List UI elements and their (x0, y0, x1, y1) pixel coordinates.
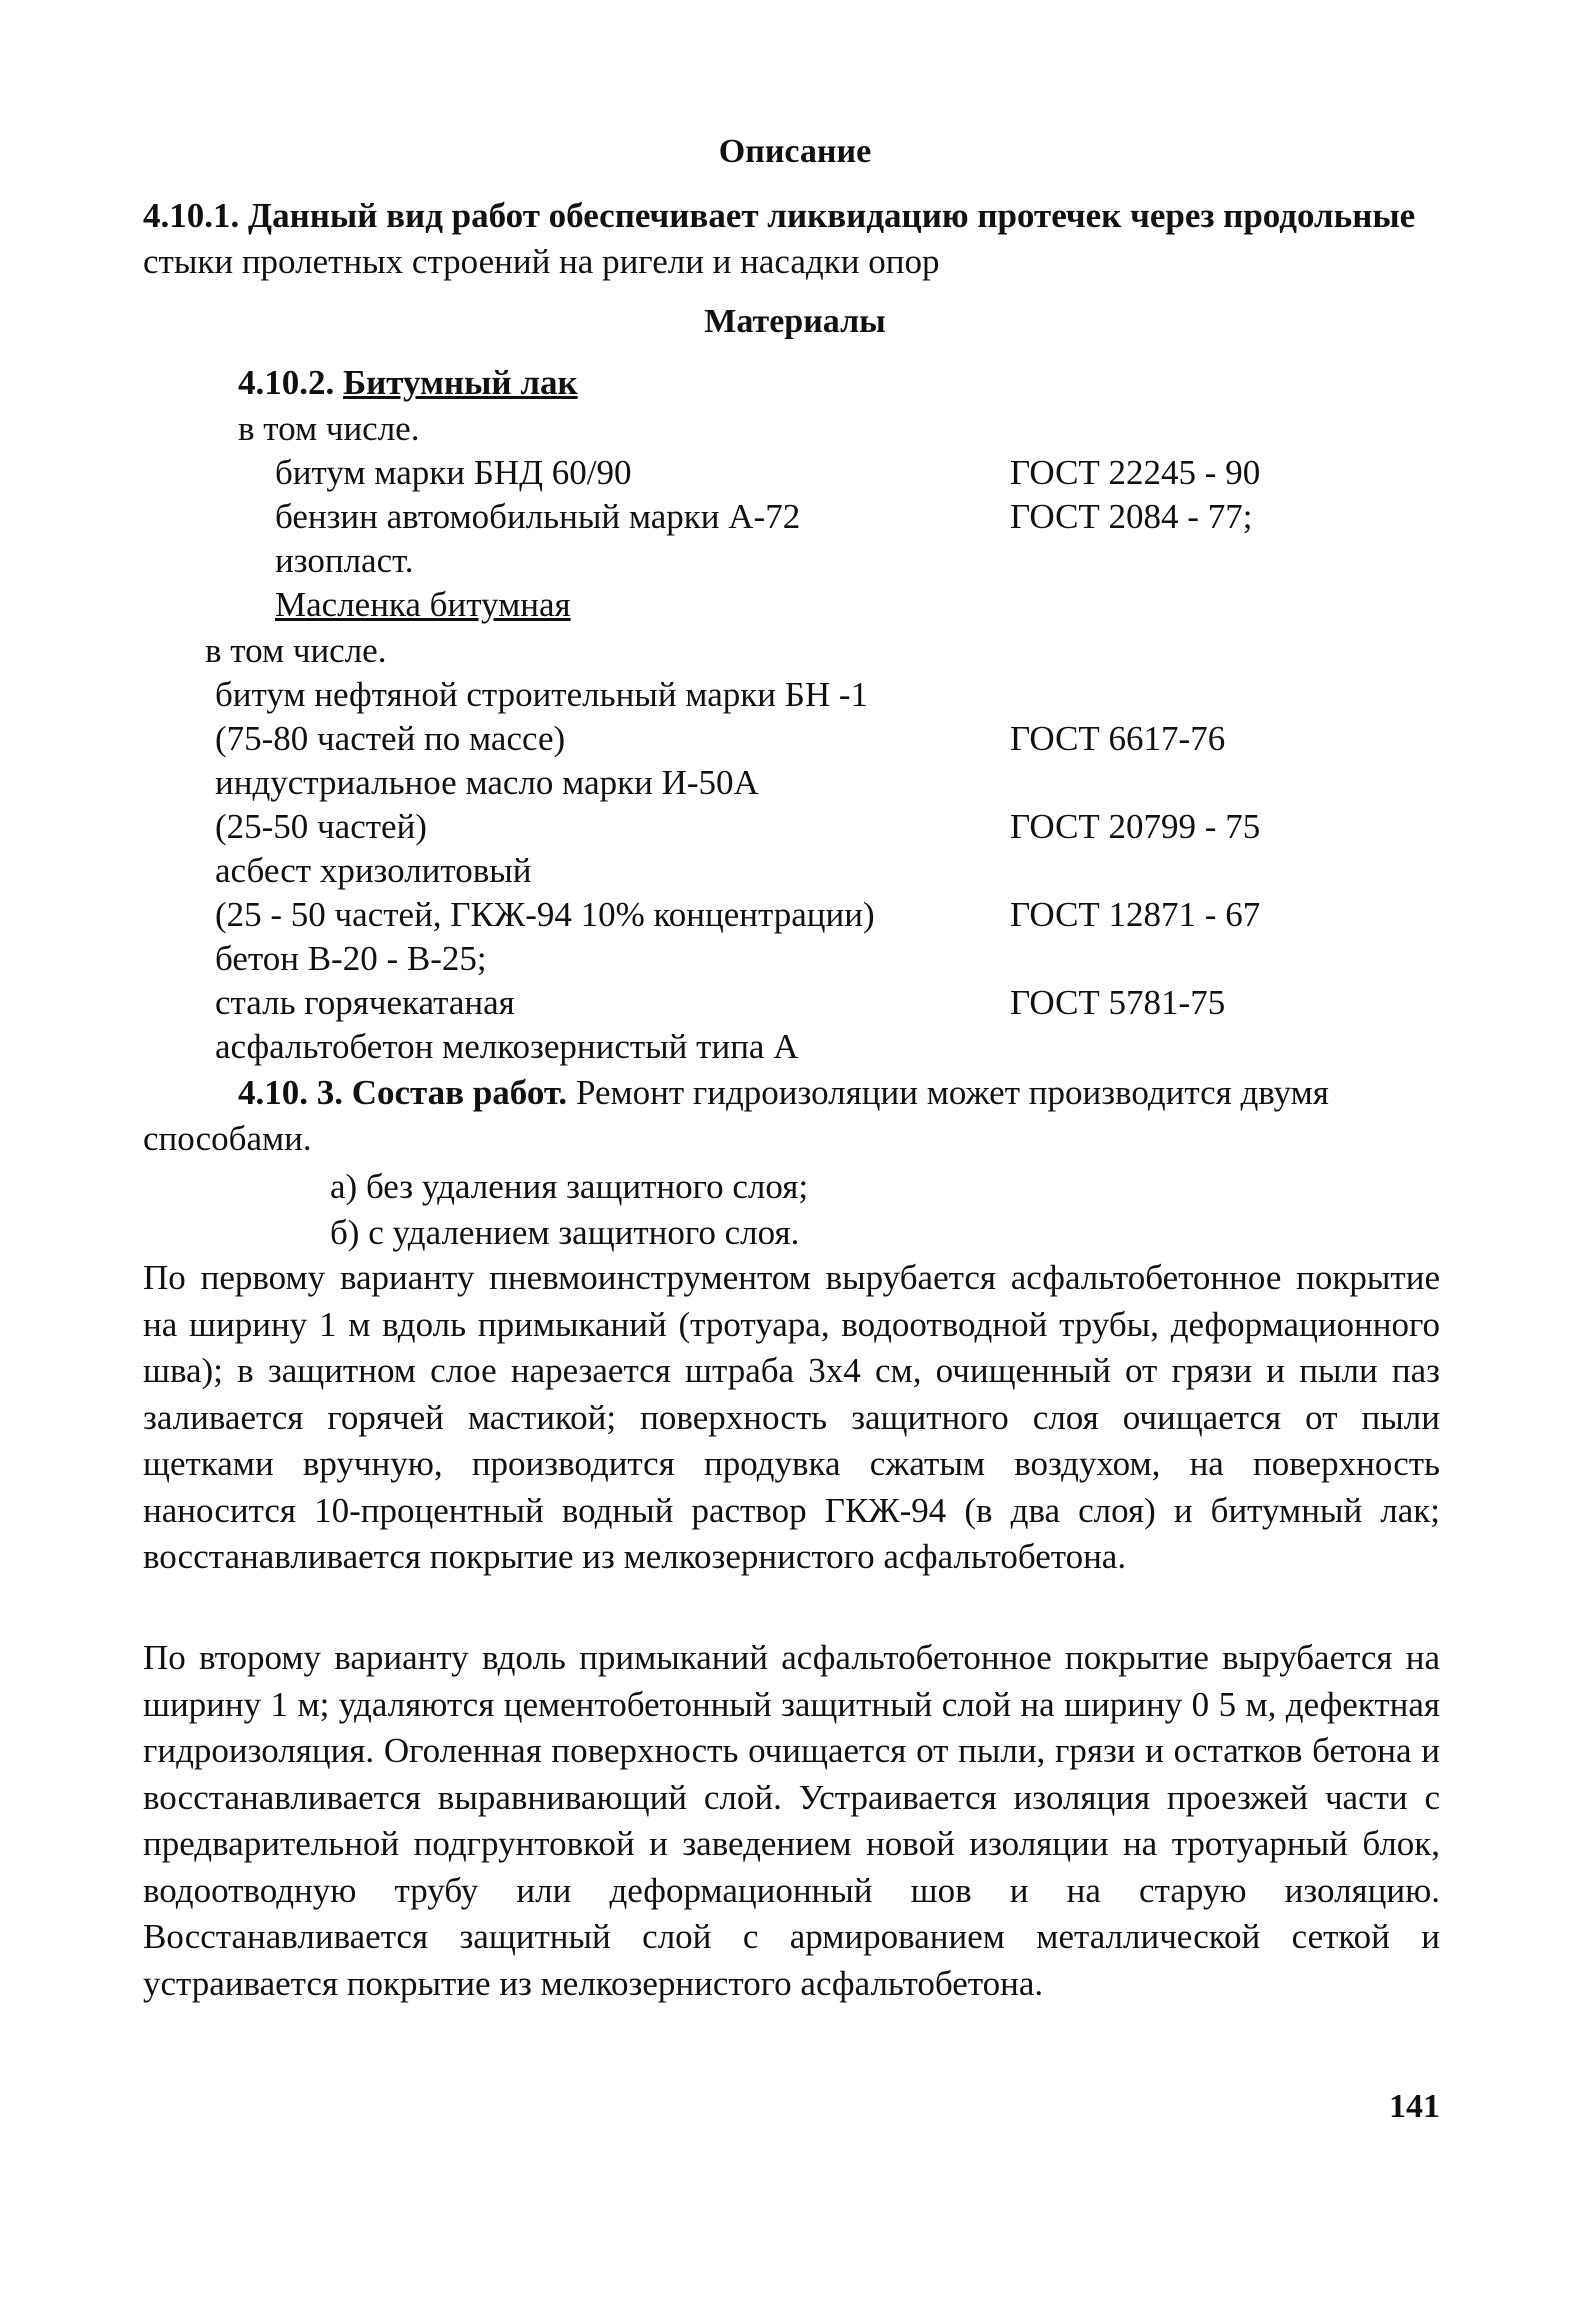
heading-materials: Материалы (704, 303, 886, 340)
materials-item-number: 4.10.2. (238, 363, 335, 402)
paragraph-first-variant: По первому варианту пневмоинструментом вырубается асфальтобетонное покрытие на ширину 1 м вдоль примыканий (тротуара, водоотводной трубы, деформационного шва); в защитном слое нарезается штраба 3х4 см, очищенный от грязи и пыли паз заливается горячей мастикой; поверхность защитного слоя очищается от пыли щетками вручную, производится продувка сжатым воздухом, на поверхность наносится 10-процентный водный раствор ГКЖ-94 (в два слоя) и битумный лак; восстанавливается покрытие из мелкозернистого асфальтобетона. (143, 1258, 1440, 1576)
option-b: б) с удалением защитного слоя. (330, 1213, 800, 1252)
works-line-1-rest: Ремонт гидроизоляции может производится двумя (575, 1073, 1329, 1112)
material-row-12-name: асфальтобетон мелкозернистый типа А (215, 1027, 799, 1066)
material-row-10-name: бетон В-20 - В-25; (215, 939, 487, 978)
material-row-4-name: битум нефтяной строительный марки БН -1 (215, 675, 869, 714)
material-row-6-name: индустриальное масло марки И-50А (215, 763, 759, 802)
material-row-2-name: бензин автомобильный марки А-72 (275, 497, 801, 536)
material-row-11-name: сталь горячекатаная (215, 983, 515, 1022)
material-row-11-gost: ГОСТ 5781-75 (1010, 983, 1226, 1022)
material-row-1-name: битум марки БНД 60/90 (275, 453, 632, 492)
material-row-1-gost: ГОСТ 22245 - 90 (1010, 453, 1261, 492)
bitumen-lacquer-title: Битумный лак (343, 363, 578, 402)
option-a: а) без удаления защитного слоя; (330, 1167, 809, 1206)
works-heading-line (238, 1070, 1329, 1116)
heading-description: Описание (718, 133, 872, 170)
materials-item-heading (238, 360, 578, 406)
material-row-7-gost: ГОСТ 20799 - 75 (1010, 807, 1261, 846)
material-row-9-name: (25 - 50 частей, ГКЖ-94 10% концентрации) (215, 895, 875, 934)
page-number: 141 (1389, 2088, 1440, 2125)
material-row-9-gost: ГОСТ 12871 - 67 (1010, 895, 1261, 934)
material-row-7-name: (25-50 частей) (215, 807, 427, 846)
material-row-8-name: асбест хризолитовый (215, 851, 532, 890)
works-title: Состав работ. (351, 1073, 568, 1112)
intro-line-1: 4.10.1. Данный вид работ обеспечивает ликвидацию протечек через продольные (143, 196, 1416, 235)
mastic-title: Масленка битумная (275, 585, 571, 624)
material-row-3-name: изопласт. (275, 541, 414, 580)
material-row-2-gost: ГОСТ 2084 - 77; (1010, 497, 1253, 536)
intro-line-2: стыки пролетных строений на ригели и насадки опор (143, 242, 940, 281)
material-row-5-gost: ГОСТ 6617-76 (1010, 719, 1226, 758)
material-row-5-name: (75-80 частей по массе) (215, 719, 566, 758)
works-item-number: 4.10. 3. (238, 1073, 343, 1112)
including-label-2: в том числе. (205, 631, 387, 670)
works-line-2: способами. (143, 1119, 312, 1158)
including-label-1: в том числе. (238, 409, 420, 448)
paragraph-second-variant: По второму варианту вдоль примыканий асфальтобетонное покрытие вырубается на ширину 1 м; удаляются цементобетонный защитный слой на ширину 0 5 м, дефектная гидроизоляция. Оголенная поверхность очищается от пыли, грязи и остатков бетона и восстанавливается выравнивающий слой. Устраивается изоляция проезжей части с предварительной подгрунтовкой и заведением новой изоляции на тротуарный блок, водоотводную трубу или деформационный шов и на старую изоляцию. Восстанавливается защитный слой с армированием металлической сеткой и устраивается покрытие из мелкозернистого асфальтобетона. (143, 1638, 1440, 2003)
